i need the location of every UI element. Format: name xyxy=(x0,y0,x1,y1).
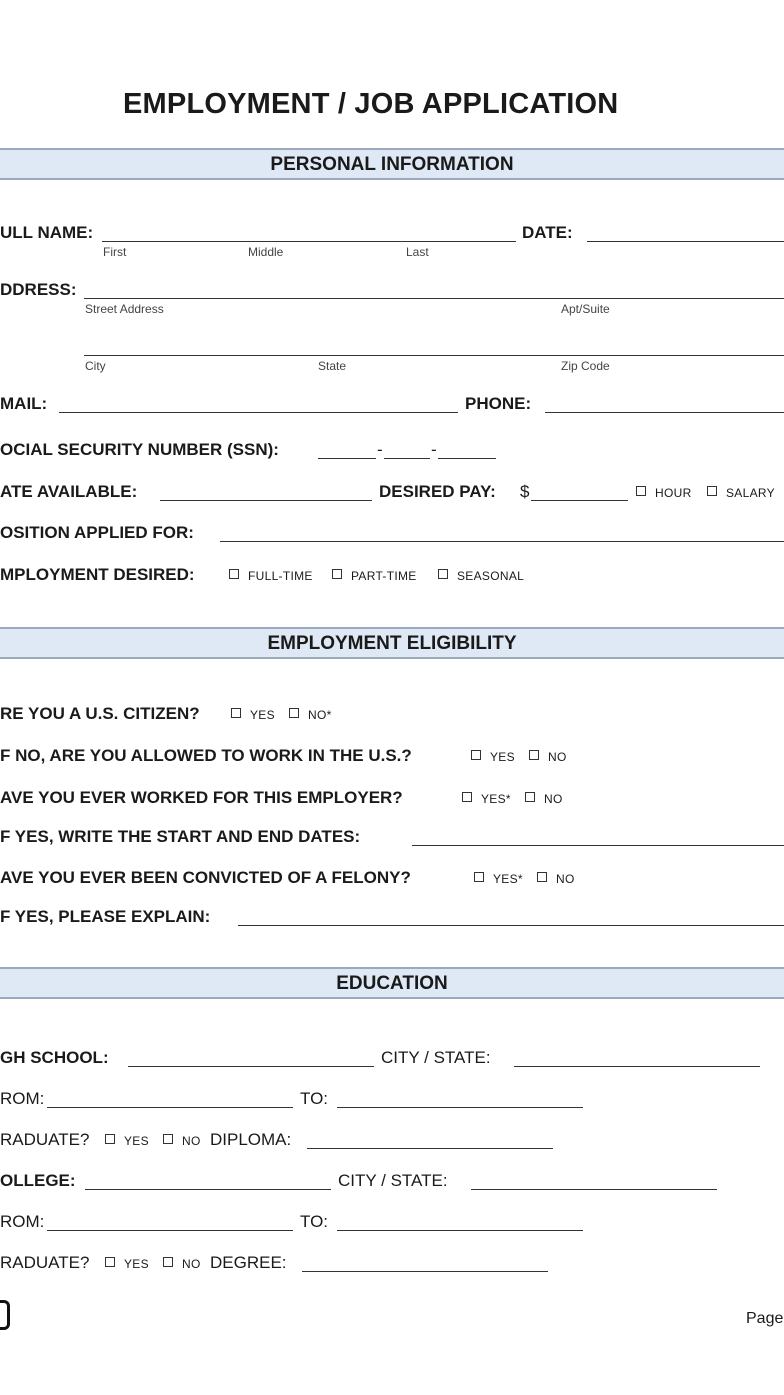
email-field[interactable] xyxy=(59,412,458,413)
college-graduate-yes-option: YES xyxy=(124,1257,149,1271)
desired-pay-field[interactable] xyxy=(531,500,628,501)
hour-checkbox[interactable] xyxy=(636,486,646,496)
college-graduate-no-option: NO xyxy=(182,1257,201,1271)
worked-no-checkbox[interactable] xyxy=(525,792,535,802)
first-name-caption: First xyxy=(103,245,127,259)
felony-yes-option: YES* xyxy=(493,872,523,886)
address-label: DDRESS: xyxy=(0,280,77,299)
salary-option: SALARY xyxy=(726,486,775,500)
date-label: DATE: xyxy=(522,223,573,242)
part-time-option: PART-TIME xyxy=(351,569,417,583)
hs-from-field[interactable] xyxy=(47,1107,293,1108)
high-school-label: GH SCHOOL: xyxy=(0,1048,109,1067)
position-field[interactable] xyxy=(220,541,784,542)
date-available-label: ATE AVAILABLE: xyxy=(0,482,138,501)
citizen-question: RE YOU A U.S. CITIZEN? xyxy=(0,704,200,723)
high-school-field[interactable] xyxy=(128,1066,374,1067)
hs-graduate-label: RADUATE? xyxy=(0,1130,90,1149)
citizen-yes-option: YES xyxy=(250,708,275,722)
street-address-caption: Street Address xyxy=(85,302,164,316)
college-from-label: ROM: xyxy=(0,1212,45,1231)
hs-city-state-label: CITY / STATE: xyxy=(381,1048,491,1067)
start-end-dates-label: F YES, WRITE THE START AND END DATES: xyxy=(0,827,361,846)
logo-icon xyxy=(0,1300,10,1330)
college-label: OLLEGE: xyxy=(0,1171,76,1190)
ssn-part-3[interactable] xyxy=(438,458,496,459)
degree-field[interactable] xyxy=(302,1271,548,1272)
hs-graduate-no-option: NO xyxy=(182,1134,201,1148)
zip-code-caption: Zip Code xyxy=(561,359,610,373)
hs-to-label: TO: xyxy=(300,1089,329,1108)
hs-graduate-no-checkbox[interactable] xyxy=(163,1134,173,1144)
salary-checkbox[interactable] xyxy=(707,486,717,496)
hs-to-field[interactable] xyxy=(337,1107,583,1108)
ssn-label: OCIAL SECURITY NUMBER (SSN): xyxy=(0,440,279,459)
email-label: MAIL: xyxy=(0,394,48,413)
college-to-label: TO: xyxy=(300,1212,329,1231)
college-field[interactable] xyxy=(85,1189,331,1190)
citizen-yes-checkbox[interactable] xyxy=(231,708,241,718)
start-end-dates-field[interactable] xyxy=(412,845,784,846)
full-name-label: ULL NAME: xyxy=(0,223,94,242)
allowed-yes-option: YES xyxy=(490,750,515,764)
ssn-part-2[interactable] xyxy=(384,458,430,459)
section-title: EDUCATION xyxy=(336,973,448,994)
college-graduate-label: RADUATE? xyxy=(0,1253,90,1272)
worked-before-question: AVE YOU EVER WORKED FOR THIS EMPLOYER? xyxy=(0,788,403,807)
full-time-checkbox[interactable] xyxy=(229,569,239,579)
allowed-to-work-question: F NO, ARE YOU ALLOWED TO WORK IN THE U.S.? xyxy=(0,746,412,765)
ssn-separator: - xyxy=(377,440,383,459)
street-address-field[interactable] xyxy=(84,298,784,299)
desired-pay-label: DESIRED PAY: xyxy=(379,482,496,501)
employment-desired-label: MPLOYMENT DESIRED: xyxy=(0,565,195,584)
section-title: EMPLOYMENT ELIGIBILITY xyxy=(267,633,517,654)
felony-question: AVE YOU EVER BEEN CONVICTED OF A FELONY? xyxy=(0,868,411,887)
phone-label: PHONE: xyxy=(465,394,532,413)
felony-yes-checkbox[interactable] xyxy=(474,872,484,882)
worked-yes-option: YES* xyxy=(481,792,511,806)
explain-field[interactable] xyxy=(238,925,784,926)
citizen-no-option: NO* xyxy=(308,708,332,722)
phone-field[interactable] xyxy=(545,412,784,413)
college-city-state-field[interactable] xyxy=(471,1189,717,1190)
city-caption: City xyxy=(85,359,106,373)
college-from-field[interactable] xyxy=(47,1230,293,1231)
ssn-part-1[interactable] xyxy=(318,458,376,459)
seasonal-checkbox[interactable] xyxy=(438,569,448,579)
college-city-state-label: CITY / STATE: xyxy=(338,1171,448,1190)
hs-city-state-field[interactable] xyxy=(514,1066,760,1067)
section-header-personal xyxy=(0,148,784,180)
allowed-no-checkbox[interactable] xyxy=(529,750,539,760)
allowed-no-option: NO xyxy=(548,750,567,764)
section-header-eligibility xyxy=(0,627,784,659)
diploma-field[interactable] xyxy=(307,1148,553,1149)
dollar-sign: $ xyxy=(520,482,530,501)
page-title: EMPLOYMENT / JOB APPLICATION xyxy=(123,88,619,120)
page-number: Page xyxy=(746,1310,784,1327)
state-caption: State xyxy=(318,359,347,373)
position-label: OSITION APPLIED FOR: xyxy=(0,523,194,542)
section-header-education xyxy=(0,967,784,999)
ssn-separator: - xyxy=(431,440,437,459)
worked-no-option: NO xyxy=(544,792,563,806)
degree-label: DEGREE: xyxy=(210,1253,287,1272)
date-available-field[interactable] xyxy=(160,500,372,501)
explain-label: F YES, PLEASE EXPLAIN: xyxy=(0,907,211,926)
full-name-field[interactable] xyxy=(102,241,516,242)
diploma-label: DIPLOMA: xyxy=(210,1130,292,1149)
apt-suite-caption: Apt/Suite xyxy=(561,302,610,316)
college-graduate-yes-checkbox[interactable] xyxy=(105,1257,115,1267)
hs-graduate-yes-option: YES xyxy=(124,1134,149,1148)
felony-no-option: NO xyxy=(556,872,575,886)
last-name-caption: Last xyxy=(406,245,429,259)
allowed-yes-checkbox[interactable] xyxy=(471,750,481,760)
section-title: PERSONAL INFORMATION xyxy=(270,154,514,175)
hs-from-label: ROM: xyxy=(0,1089,45,1108)
worked-yes-checkbox[interactable] xyxy=(462,792,472,802)
hs-graduate-yes-checkbox[interactable] xyxy=(105,1134,115,1144)
college-graduate-no-checkbox[interactable] xyxy=(163,1257,173,1267)
middle-name-caption: Middle xyxy=(248,245,284,259)
felony-no-checkbox[interactable] xyxy=(537,872,547,882)
hour-option: HOUR xyxy=(655,486,692,500)
citizen-no-checkbox[interactable] xyxy=(289,708,299,718)
college-to-field[interactable] xyxy=(337,1230,583,1231)
seasonal-option: SEASONAL xyxy=(457,569,525,583)
part-time-checkbox[interactable] xyxy=(332,569,342,579)
city-state-zip-field[interactable] xyxy=(84,355,784,356)
date-field[interactable] xyxy=(587,241,784,242)
full-time-option: FULL-TIME xyxy=(248,569,313,583)
